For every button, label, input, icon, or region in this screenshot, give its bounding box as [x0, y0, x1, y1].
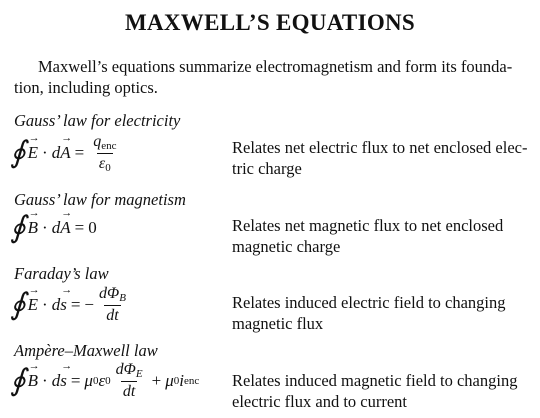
- vector-a: → A: [60, 143, 70, 163]
- intro-line-2: tion, including optics.: [14, 78, 158, 97]
- subscript-zero: 0: [105, 375, 111, 387]
- differential-d: d: [51, 218, 61, 237]
- law-name-gauss-electricity: Gauss’ law for electricity: [14, 111, 181, 130]
- vector-s: → s: [60, 371, 67, 391]
- fraction-dphie-over-dt: [114, 361, 145, 401]
- contour-integral-symbol: ∮: [10, 135, 26, 170]
- law-name-gauss-magnetism: Gauss’ law for magnetism: [14, 190, 186, 209]
- differential-d: d: [51, 371, 61, 390]
- law-name-faraday: Faraday’s law: [14, 264, 109, 283]
- description-line-1: Relates net electric flux to net enclosed elec-: [232, 138, 528, 157]
- dot-operator: ·: [42, 143, 48, 162]
- vector-b: → B: [28, 218, 38, 238]
- vector-e: → E: [28, 143, 38, 163]
- equation-gauss-magnetism: [10, 205, 97, 251]
- law-description-gauss-electricity: [232, 137, 530, 179]
- dot-operator: ·: [42, 218, 48, 237]
- subscript-e: E: [135, 368, 143, 380]
- subscript-zero: 0: [105, 161, 111, 174]
- subscript-enc: enc: [101, 139, 117, 152]
- current-i: i: [179, 371, 184, 390]
- differential-d: d: [51, 295, 61, 314]
- minus-sign: −: [84, 295, 95, 314]
- equals-sign: =: [70, 371, 81, 390]
- intro-paragraph: [14, 56, 526, 98]
- law-description-faraday: [232, 292, 530, 334]
- description-line-1: Relates net magnetic flux to net enclosed: [232, 216, 504, 235]
- d-phi: dΦ: [115, 361, 136, 378]
- subscript-zero: 0: [173, 375, 180, 387]
- law-name-ampere-maxwell: Ampère–Maxwell law: [14, 341, 158, 360]
- mu: μ: [165, 371, 174, 390]
- contour-integral-symbol: ∮: [10, 363, 26, 398]
- dt: dt: [106, 307, 119, 324]
- equation-gauss-electricity: [10, 130, 121, 176]
- subscript-enc: enc: [183, 375, 200, 387]
- epsilon: ε: [98, 154, 106, 172]
- plus-sign: +: [151, 371, 162, 390]
- dt: dt: [122, 383, 136, 400]
- description-line-2: magnetic charge: [232, 237, 341, 256]
- vector-s: → s: [60, 295, 67, 315]
- description-line-2: tric charge: [232, 159, 302, 178]
- vector-a: → A: [60, 218, 70, 238]
- equals-sign: =: [70, 295, 81, 314]
- mu: μ: [84, 371, 93, 390]
- equals-sign: =: [74, 218, 85, 237]
- description-line-1: Relates induced electric field to changing: [232, 293, 506, 312]
- page-title: MAXWELL’S EQUATIONS: [124, 10, 416, 35]
- zero-value: 0: [88, 218, 97, 237]
- equation-ampere-maxwell: [10, 358, 199, 404]
- subscript-zero: 0: [92, 375, 99, 387]
- law-description-ampere-maxwell: [232, 370, 530, 412]
- charge-q: q: [93, 132, 102, 150]
- intro-line-1: Maxwell’s equations summarize electromagnetism and form its founda-: [38, 57, 513, 76]
- law-description-gauss-magnetism: [232, 215, 530, 257]
- d-phi: dΦ: [99, 285, 120, 302]
- contour-integral-symbol: ∮: [10, 210, 26, 245]
- vector-e: → E: [28, 295, 38, 315]
- fraction-charge-over-epsilon: [91, 133, 118, 174]
- dot-operator: ·: [42, 295, 48, 314]
- description-line-2: electric flux and to current: [232, 392, 407, 411]
- fraction-dphib-over-dt: [97, 285, 128, 325]
- epsilon: ε: [98, 371, 106, 390]
- equals-sign: =: [74, 143, 85, 162]
- differential-d: d: [51, 143, 61, 162]
- subscript-b: B: [119, 292, 126, 304]
- dot-operator: ·: [42, 371, 48, 390]
- equation-faraday: [10, 282, 131, 328]
- contour-integral-symbol: ∮: [10, 287, 26, 322]
- vector-b: → B: [28, 371, 38, 391]
- description-line-2: magnetic flux: [232, 314, 324, 333]
- description-line-1: Relates induced magnetic field to changing: [232, 371, 518, 390]
